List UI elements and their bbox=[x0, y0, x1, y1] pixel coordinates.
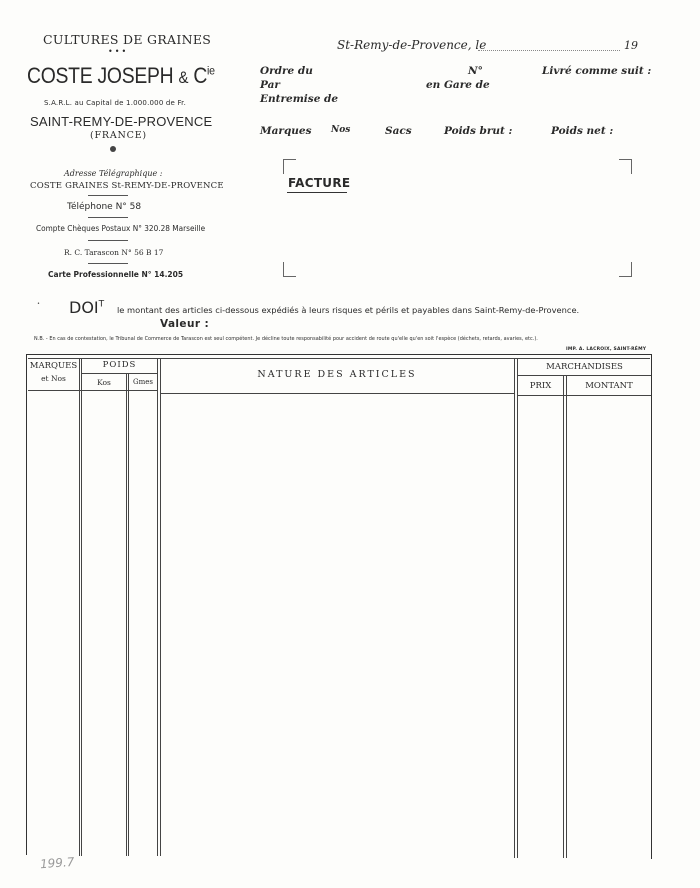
poids-net-label: Poids net : bbox=[551, 125, 614, 137]
company-name-cie: C bbox=[193, 63, 208, 88]
telephone: Téléphone N° 58 bbox=[67, 202, 142, 212]
box-corner-tr bbox=[619, 159, 632, 174]
col-sep bbox=[517, 358, 518, 858]
postal-cheques: Compte Chèques Postaux N° 320.28 Marseille bbox=[36, 224, 206, 233]
entremise-label: Entremise de bbox=[260, 93, 339, 105]
box-corner-tl bbox=[283, 159, 296, 174]
en-gare-label: en Gare de bbox=[426, 79, 490, 91]
telegraph-address: COSTE GRAINES St-REMY-DE-PROVENCE bbox=[30, 181, 224, 191]
company-name bbox=[27, 63, 215, 89]
company-name-main: COSTE JOSEPH bbox=[27, 63, 174, 88]
col-gmes: Gmes bbox=[133, 378, 153, 386]
header-bottom bbox=[160, 393, 514, 394]
doit-text: le montant des articles ci-dessous expédiés à leurs risques et périls et payables dans Saint-Remy-de-Provence. bbox=[117, 305, 580, 315]
doit-main: DOI bbox=[69, 298, 99, 317]
poids-brut-label: Poids brut : bbox=[444, 125, 513, 137]
col-sep bbox=[157, 358, 158, 856]
doit-label bbox=[69, 298, 104, 317]
col-prix: PRIX bbox=[529, 381, 552, 391]
par-label: Par bbox=[260, 79, 280, 91]
cultures-de-graines: CULTURES DE GRAINES bbox=[43, 32, 212, 47]
company-city: SAINT-REMY-DE-PROVENCE bbox=[30, 114, 213, 129]
ornament-dots: ••• bbox=[108, 47, 129, 56]
table-top-border bbox=[26, 354, 652, 355]
table-left-border bbox=[26, 354, 27, 855]
divider bbox=[88, 240, 128, 241]
col-poids: POIDS bbox=[102, 360, 137, 370]
numero-label: N° bbox=[468, 65, 483, 77]
divider bbox=[88, 263, 128, 264]
header-bottom bbox=[81, 390, 158, 391]
table-header-top bbox=[28, 358, 650, 359]
col-sep bbox=[128, 374, 129, 856]
sacs-label: Sacs bbox=[385, 125, 412, 137]
telegraph-label: Adresse Télégraphique : bbox=[64, 169, 163, 178]
col-kos: Kos bbox=[97, 378, 111, 387]
year: 19 bbox=[624, 39, 638, 52]
poids-subheader-line bbox=[81, 373, 158, 374]
marques-label: Marques bbox=[260, 125, 312, 137]
doit-sup: T bbox=[98, 299, 105, 310]
company-name-amp: & bbox=[178, 68, 189, 87]
marchandises-subheader-line bbox=[517, 375, 651, 376]
printer-credit: IMP. A. LACROIX, SAINT-RÉMY bbox=[566, 347, 647, 352]
livre-label: Livré comme suit : bbox=[542, 65, 652, 77]
header-bottom bbox=[28, 390, 81, 391]
box-corner-br bbox=[619, 262, 632, 277]
rc-tarascon: R. C. Tarascon N° 56 B 17 bbox=[64, 248, 164, 257]
header-bottom bbox=[517, 395, 651, 396]
col-sep bbox=[79, 358, 80, 856]
nos-label: Nos bbox=[331, 125, 351, 135]
handwritten-note: 199.7 bbox=[39, 854, 75, 872]
col-sep bbox=[514, 358, 515, 858]
divider bbox=[88, 195, 128, 196]
col-montant: MONTANT bbox=[585, 381, 633, 391]
valeur-label: Valeur : bbox=[160, 318, 210, 330]
facture-title: FACTURE bbox=[288, 176, 351, 190]
small-dot: • bbox=[37, 301, 40, 307]
carte-professionnelle: Carte Professionnelle N° 14.205 bbox=[48, 270, 184, 279]
col-sep bbox=[81, 358, 82, 856]
ordre-du-label: Ordre du bbox=[260, 65, 313, 77]
col-marques: MARQUES bbox=[29, 361, 78, 371]
col-sep bbox=[160, 358, 161, 856]
col-nature: NATURE DES ARTICLES bbox=[257, 369, 417, 380]
sarl-capital: S.A.R.L. au Capital de 1.000.000 de Fr. bbox=[44, 99, 187, 107]
divider bbox=[88, 217, 128, 218]
col-sep bbox=[563, 376, 564, 858]
bullet-icon bbox=[110, 146, 116, 152]
nb-notice: N.B. - En cas de contestation, le Tribunal de Commerce de Tarascon est seul compétent. Je décline toute responsabilité pour accident de route qu'elle qu'en soit l'espèce (déchets, retards, avaries, etc.). bbox=[34, 336, 538, 342]
col-sep bbox=[126, 374, 127, 856]
place-date: St-Remy-de-Provence, le bbox=[337, 38, 487, 52]
facture-underline bbox=[287, 192, 347, 193]
company-name-cie-sup: ie bbox=[207, 63, 215, 78]
table-right-border bbox=[651, 354, 652, 859]
company-country: (FRANCE) bbox=[90, 130, 147, 141]
col-sep bbox=[566, 376, 567, 858]
box-corner-bl bbox=[283, 262, 296, 277]
col-marchandises: MARCHANDISES bbox=[546, 362, 623, 372]
date-line bbox=[478, 50, 620, 51]
col-et-nos: et Nos bbox=[41, 374, 66, 383]
